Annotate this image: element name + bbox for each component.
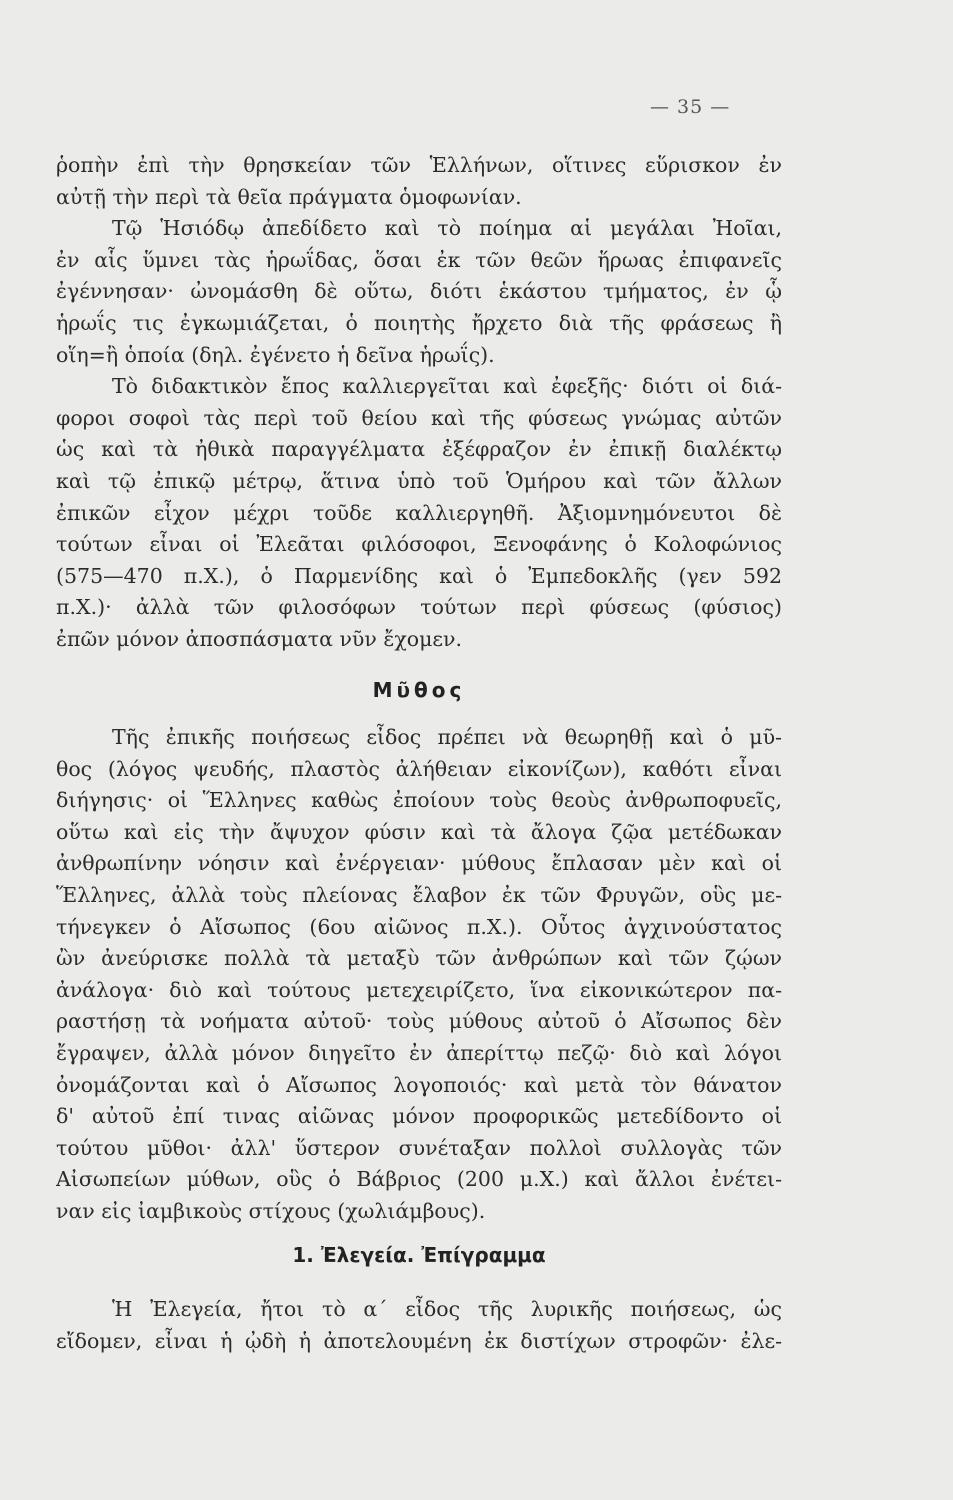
text-line: Ἡ Ἐλεγεία, ἤτοι τὸ α΄ εἶδος τῆς λυρικῆς ποιήσεως, ὡς (112, 1297, 782, 1321)
text-line: ἀνθρωπίνην νόησιν καὶ ἐνέργειαν· μύθους ἔπλασαν μὲν καὶ οἱ (56, 851, 782, 876)
text-line: Τῷ Ἡσιόδῳ ἀπεδίδετο καὶ τὸ ποίημα αἱ μεγάλαι Ἠοῖαι, (112, 216, 782, 241)
text-line: Ἕλληνες, ἀλλὰ τοὺς πλείονας ἔλαβον ἐκ τῶν Φρυγῶν, οὓς με- (56, 882, 782, 907)
body-text-mythos (56, 722, 782, 1228)
text-line: δ' αὐτοῦ ἐπί τινας αἰῶνας μόνον προφορικῶς μετεδίδοντο οἱ (56, 1104, 782, 1129)
text-line: θος (λόγος ψευδής, πλαστὸς ἀλήθειαν εἰκονίζων), καθότι εἶναι (56, 756, 782, 781)
text-line: Τὸ διδακτικὸν ἔπος καλλιεργεῖται καὶ ἐφεξῆς· διότι οἱ διά- (112, 374, 782, 399)
text-line: ἡρωΐς τις ἐγκωμιάζεται, ὁ ποιητὴς ἤρχετο διὰ τῆς φράσεως ἢ (56, 310, 782, 335)
text-line: Αἰσωπείων μύθων, οὓς ὁ Βάβριος (200 μ.Χ.) καὶ ἄλλοι ἐνέτει- (56, 1167, 782, 1192)
text-line: φοροι σοφοὶ τὰς περὶ τοῦ θείου καὶ τῆς φύσεως γνώμας αὐτῶν (56, 405, 782, 430)
text-line: ῥοπὴν ἐπὶ τὴν θρησκείαν τῶν Ἑλλήνων, οἵτινες εὕρισκον ἐν (56, 153, 782, 177)
text-line: εἴδομεν, εἶναι ἡ ᾠδὴ ἡ ἀποτελουμένη ἐκ διστίχων στροφῶν· ἐλε- (56, 1328, 782, 1353)
page-number: — 35 — (650, 96, 731, 118)
text-line: ναν εἰς ἰαμβικοὺς στίχους (χωλιάμβους). (56, 1198, 486, 1223)
text-line: οἵη=ἢ ὁποία (δηλ. ἐγένετο ἡ δεῖνα ἡρωΐς). (56, 342, 495, 367)
text-line: ἐγέννησαν· ὠνομάσθη δὲ οὕτω, διότι ἑκάστου τμήματος, ἐν ᾧ (56, 279, 782, 304)
text-line: ραστήσῃ τὰ νοήματα αὐτοῦ· τοὺς μύθους αὐτοῦ ὁ Αἴσωπος δὲν (56, 1009, 782, 1034)
text-line: τήνεγκεν ὁ Αἴσωπος (6ου αἰῶνος π.Χ.). Οὗτος ἀγχινούστατος (56, 914, 782, 939)
text-line: οὕτω καὶ εἰς τὴν ἄψυχον φύσιν καὶ τὰ ἄλογα ζῷα μετέδωκαν (56, 819, 782, 844)
text-line: καὶ τῷ ἐπικῷ μέτρῳ, ἅτινα ὑπὸ τοῦ Ὁμήρου καὶ τῶν ἄλλων (56, 468, 782, 493)
text-line: π.Χ.)· ἀλλὰ τῶν φιλοσόφων τούτων περὶ φύσεως (φύσιος) (56, 595, 782, 620)
text-line: τούτων εἶναι οἱ Ἐλεᾶται φιλόσοφοι, Ξενοφάνης ὁ Κολοφώνιος (56, 532, 782, 557)
text-line: ἐπικῶν εἶχον μέχρι τοῦδε καλλιεργηθῆ. Ἀξιομνημόνευτοι δὲ (56, 500, 782, 525)
text-line: ἔγραψεν, ἀλλὰ μόνον διηγεῖτο ἐν ἀπερίττῳ πεζῷ· διὸ καὶ λόγοι (56, 1040, 782, 1065)
text-line: τούτου μῦθοι· ἀλλ' ὕστερον συνέταξαν πολλοὶ συλλογὰς τῶν (56, 1135, 782, 1160)
section-heading-elegeia: 1. Ἐλεγεία. Ἐπίγραμμα (292, 1243, 546, 1267)
text-line: (575—470 π.Χ.), ὁ Παρμενίδης καὶ ὁ Ἐμπεδοκλῆς (γεν 592 (56, 563, 782, 588)
body-text-elegeia (56, 1294, 782, 1357)
text-line: ὡς καὶ τὰ ἠθικὰ παραγγέλματα ἐξέφραζον ἐν ἐπικῇ διαλέκτῳ (56, 437, 782, 462)
text-line: αὐτῇ τὴν περὶ τὰ θεῖα πράγματα ὁμοφωνίαν. (56, 184, 522, 209)
text-line: διήγησις· οἱ Ἕλληνες καθὼς ἐποίουν τοὺς θεοὺς ἀνθρωποφυεῖς, (56, 788, 782, 813)
body-text-top (56, 150, 782, 656)
text-line: ὀνομάζονται καὶ ὁ Αἴσωπος λογοποιός· καὶ μετὰ τὸν θάνατον (56, 1072, 782, 1097)
text-line: ἐπῶν μόνον ἀποσπάσματα νῦν ἔχομεν. (56, 626, 463, 651)
text-line: ἀνάλογα· διὸ καὶ τούτους μετεχειρίζετο, ἵνα εἰκονικώτερον πα- (56, 977, 782, 1002)
text-line: Τῆς ἐπικῆς ποιήσεως εἶδος πρέπει νὰ θεωρηθῇ καὶ ὁ μῦ- (112, 725, 782, 749)
section-heading-mythos: Μῦθος (372, 678, 466, 702)
text-line: ἐν αἷς ὕμνει τὰς ἡρωΐδας, ὅσαι ἐκ τῶν θεῶν ἥρωας ἐπιφανεῖς (56, 247, 782, 272)
text-line: ὢν ἀνεύρισκε πολλὰ τὰ μεταξὺ τῶν ἀνθρώπων καὶ τῶν ζῴων (56, 946, 782, 971)
